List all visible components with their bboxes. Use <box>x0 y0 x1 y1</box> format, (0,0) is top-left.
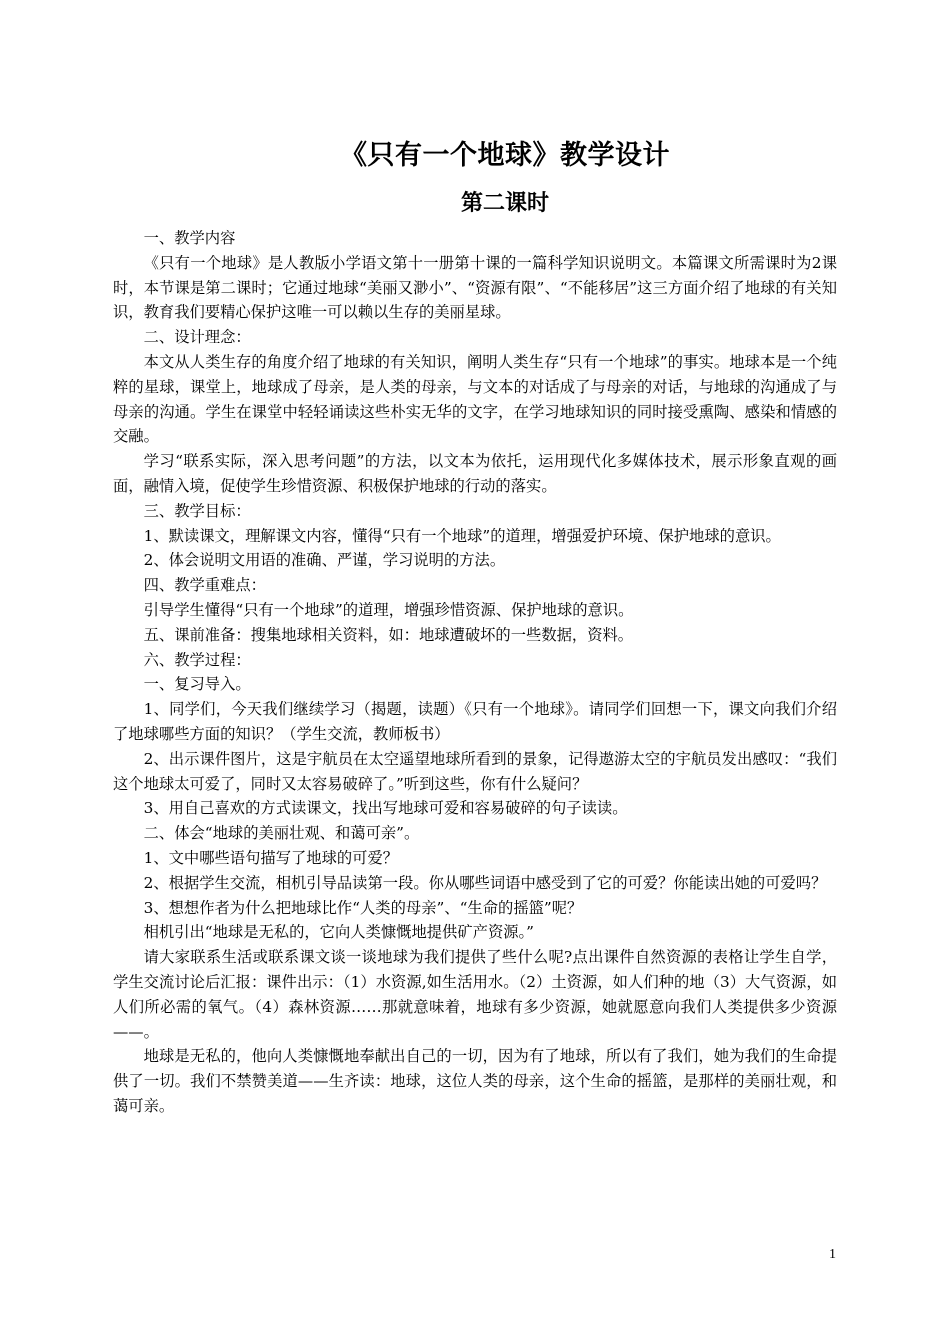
paragraph: 引导学生懂得“只有一个地球”的道理，增强珍惜资源、保护地球的意识。 <box>143 600 634 619</box>
paragraph: 1、同学们，今天我们继续学习（揭题，读题）《只有一个地球》。请同学们回想一下，课文向我们介绍了地球哪些方面的知识？（学生交流，教师板书） <box>113 700 837 743</box>
paragraph: 请大家联系生活或联系课文谈一谈地球为我们提供了些什么呢?点出课件自然资源的表格让学生自学，学生交流讨论后汇报：课件出示：（1）水资源,如生活用水。（2）土资源，如人们种的地（3）大气资源，如人们所必需的氧气。（4）森林资源……那就意味着，地球有多少资源，她就愿意向我们人类提供多少资源——。 <box>113 948 837 1041</box>
paragraph: 二、体会“地球的美丽壮观、和蔼可亲”。 <box>143 824 420 843</box>
paragraph: 一、复习导入。 <box>143 675 251 694</box>
page-title: 《只有一个地球》教学设计 <box>340 140 670 171</box>
paragraph: 学习“联系实际，深入思考问题”的方法，以文本为依托，运用现代化多媒体技术，展示形象直观的画面，融情入境，促使学生珍惜资源、积极保护地球的行动的落实。 <box>113 452 837 495</box>
paragraph: 三、教学目标： <box>143 501 251 520</box>
paragraph: 地球是无私的，他向人类慷慨地奉献出自己的一切，因为有了地球，所以有了我们，她为我们的生命提供了一切。我们不禁赞美道——生齐读：地球，这位人类的母亲，这个生命的摇篮，是那样的美丽壮观，和蔼可亲。 <box>113 1047 837 1115</box>
document-body <box>113 226 837 1119</box>
paragraph: 本文从人类生存的角度介绍了地球的有关知识，阐明人类生存“只有一个地球”的事实。地球本是一个纯粹的星球，课堂上，地球成了母亲，是人类的母亲，与文本的对话成了与母亲的对话，与地球的沟通成了与母亲的沟通。学生在课堂中轻轻诵读这些朴实无华的文字，在学习地球知识的同时接受熏陶、感染和情感的交融。 <box>113 352 837 446</box>
page-subtitle: 第二课时 <box>460 190 549 216</box>
paragraph: 2、体会说明文用语的准确、严谨，学习说明的方法。 <box>143 551 506 570</box>
paragraph: 2、出示课件图片，这是宇航员在太空遥望地球所看到的景象，记得遨游太空的宇航员发出感叹：“我们这个地球太可爱了，同时又太容易破碎了。”听到这些，你有什么疑问？ <box>113 749 837 793</box>
paragraph: 1、默读课文，理解课文内容，懂得“只有一个地球”的道理，增强爱护环境、保护地球的意识。 <box>143 526 781 545</box>
paragraph: 六、教学过程： <box>143 650 251 669</box>
paragraph: 二、设计理念： <box>143 328 251 347</box>
paragraph: 四、教学重难点： <box>143 576 266 595</box>
paragraph: 一、教学内容 <box>143 229 236 247</box>
page-number: 1 <box>829 1247 836 1262</box>
paragraph: 相机引出“地球是无私的，它向人类慷慨地提供矿产资源。” <box>143 923 535 942</box>
paragraph: 3、想想作者为什么把地球比作“人类的母亲”、“生命的摇篮”呢？ <box>143 898 583 917</box>
paragraph: 2、根据学生交流，相机引导品读第一段。你从哪些词语中感受到了它的可爱？你能读出她的可爱吗？ <box>143 873 827 892</box>
paragraph: 五、课前准备：搜集地球相关资料，如：地球遭破坏的一些数据，资料。 <box>143 625 634 644</box>
paragraph: 《只有一个地球》是人教版小学语文第十一册第十课的一篇科学知识说明文。本篇课文所需课时为2课时，本节课是第二课时；它通过地球“美丽又渺小”、“资源有限”、“不能移居”这三方面介绍了地球的有关知识，教育我们要精心保护这唯一可以赖以生存的美丽星球。 <box>113 253 837 322</box>
paragraph: 1、文中哪些语句描写了地球的可爱？ <box>143 848 399 867</box>
paragraph: 3、用自己喜欢的方式读课文，找出写地球可爱和容易破碎的句子读读。 <box>143 799 628 818</box>
